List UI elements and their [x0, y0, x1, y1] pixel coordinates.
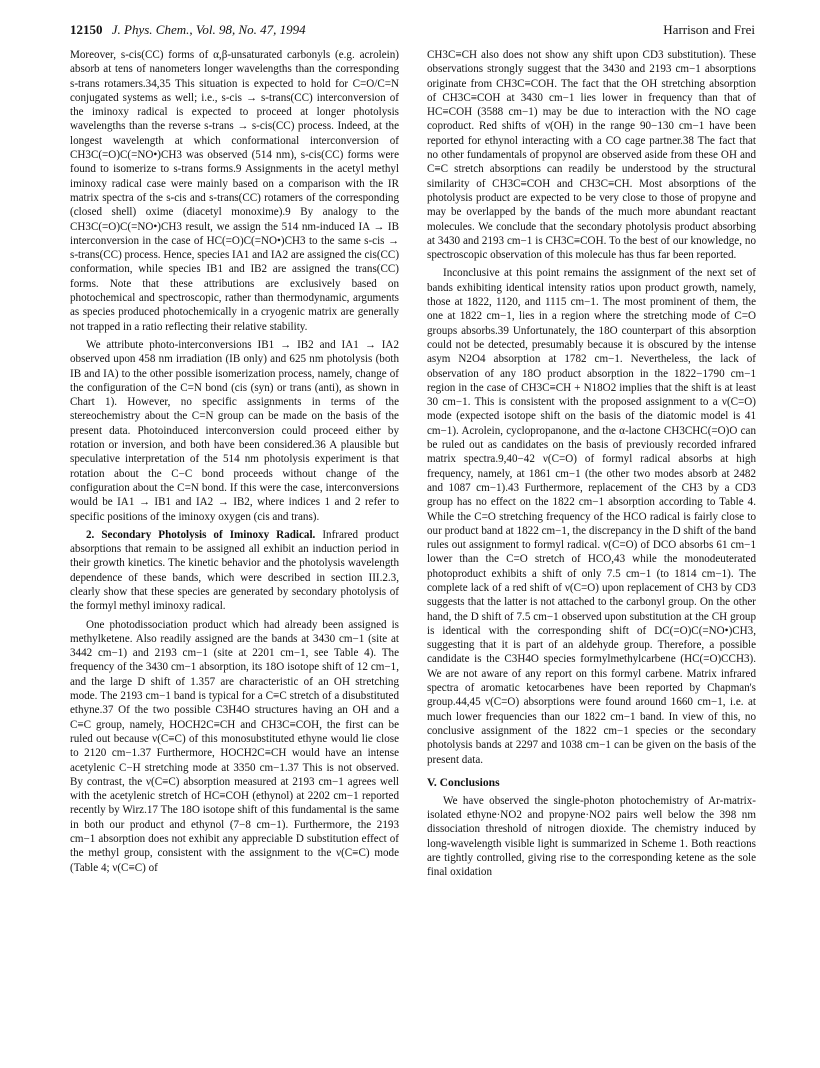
- page-number: 12150: [70, 22, 103, 37]
- left-column: [70, 48, 399, 875]
- paragraph: CH3C≡CH also does not show any shift upon CD3 substitution). These observations strongly suggest that the 3430 and 2193 cm−1 absorptions originate from CH3C≡COH. The fact that the OH stretching absorption of CH3C≡COH at 3430 cm−1 lies lower in frequency than that of HC≡COH (3588 cm−1) may be due to interaction with the NO cage coproduct. Red shifts of ν(OH) in the range 90−130 cm−1 have been reported for ethynol interacting with a CO cage partner.38 The fact that no other fundamentals of propynol are observed aside from these OH and C≡C stretch absorptions can readily be understood by the structural similarity of CH3C≡COH and CH3C≡CH. Most absorptions of the photolysis product are expected to be very close to those of propyne and may be overlapped by the bands of the much more abundant reactant molecules. We conclude that the secondary photolysis product absorbing at 3430 and 2193 cm−1 is CH3C≡COH. To the best of our knowledge, no spectroscopic observation of this molecule has thus far been reported.: [427, 49, 756, 262]
- paragraph: We attribute photo-interconversions IB1 → IB2 and IA1 → IA2 observed upon 458 nm irradiation (IB only) and 625 nm photolysis (both IB and IA) to the other possible isomerization process, namely, change of the configuration of the C=N bond (cis (syn) or trans (anti), as shown in Chart 1). However, no specific assignments in terms of the stereochemistry about the C=N group can be made on the basis of the present data. Photoinduced interconversion could proceed either by rotation or inversion, and both have been considered.36 A plausible but speculative interpretation of the 514 nm photolysis experiment is that rotation about the C−C bond proceeds without change of the configuration about the C=N bond. If this were the case, interconversions would be IA1 → IB1 and IA2 → IB2, where indices 1 and 2 refer to specific positions of the iminoxy oxygen (cis and trans).: [70, 338, 399, 523]
- running-authors: Harrison and Frei: [663, 22, 755, 37]
- paragraph-text: Infrared product absorptions that remain to be assigned all exhibit an induction period in their growth kinetics. The kinetic behavior and the photolysis wavelength dependence of these bands, which were described in section III.2.3, clearly show that these species are generated by secondary photolysis of the formyl methyl iminoxy radical.: [70, 528, 399, 613]
- paragraph: [70, 528, 399, 614]
- paragraph: One photodissociation product which had already been assigned is methylketene. Also readily assigned are the bands at 3430 cm−1 (site at 3442 cm−1) and 2193 cm−1 (site at 2201 cm−1, see Table 4). The frequency of the 3430 cm−1 absorption, its 18O isotope shift of 12 cm−1, and the large D shift of 1.357 are characteristic of an OH stretching mode. The 2193 cm−1 band is typical for a C≡C stretch of a disubstituted ethyne.37 Of the two possible C3H4O structures having an OH and a C≡C group, namely, HOCH2C≡CH and CH3C≡COH, the first can be ruled out because ν(C≡C) of this monosubstituted ethyne would lie close to 2120 cm−1.37 Furthermore, HOCH2C≡CH would have an intense acetylenic C−H stretching mode at 3350 cm−1.37 This is not observed. By contrast, the ν(C≡C) absorption measured at 2193 cm−1 agrees well with the acetylenic stretch of HC≡COH (ethynol) at 2202 cm−1 reported recently by Wirz.17 The 18O isotope shift of this fundamental is the same in both our product and ethynol (7−8 cm−1). Furthermore, the 2193 cm−1 absorption does not exhibit any appreciable D substitution effect of the methyl group, consistent with the assignment to the ν(C≡C) mode (Table 4; ν(C≡C) of: [70, 618, 399, 874]
- right-column: [427, 48, 756, 880]
- subsection-heading: 2. Secondary Photolysis of Iminoxy Radical.: [86, 528, 316, 541]
- paragraph: Moreover, s-cis(CC) forms of α,β-unsaturated carbonyls (e.g. acrolein) absorb at tens of nanometers longer wavelengths than the corresponding s-trans rotamers.34,35 This situation is expected to hold for C=O/C=N conjugated systems as well; i.e., s-cis → s-trans(CC) interconversion of the iminoxy radical is expected to proceed at longer photolysis wavelengths than the reverse s-trans → s-cis(CC) process. Indeed, at the longest wavelength at which conformational interconversion of CH3C(=O)C(=NO•)CH3 was observed (514 nm), s-cis(CC) forms were found to isomerize to s-trans forms.9 Assignments in the acetyl methyl iminoxy radical case were mainly based on a comparison with the IR matrix spectra of the s-cis and s-trans(CC) rotamers of the corresponding (closed shell) oxime (diacetyl monoxime).9 By analogy to the CH3C(=O)C(=NO•)CH3 result, we assign the 514 nm-induced IA → IB interconversion in the case of HC(=O)C(=NO•)CH3 to the same s-cis → s-trans(CC) process. Hence, species IA1 and IA2 are assigned the cis(CC) conformation, while species IB1 and IB2 are assigned the trans(CC) forms. Note that these attributions are exclusively based on photochemical and spectroscopic, rather than thermodynamic, arguments as species produced photochemically in a cryogenic matrix are generally not trapped in a ratio reflecting their relative stability.: [70, 49, 400, 333]
- running-header: [70, 20, 755, 40]
- paragraph: Inconclusive at this point remains the assignment of the next set of bands exhibiting identical intensity ratios upon product growth, namely, those at 1822, 1120, and 1115 cm−1. The most prominent of them, the one at 1822 cm−1, lies in a region where the stretching mode of C=O groups absorbs.39 Unfortunately, the 18O counterpart of this absorption could not be detected, presumably because it is obscured by the intense asym N2O4 absorption at 1782 cm−1. Nevertheless, the lack of observation of any 18O product absorption in the 1822−1790 cm−1 region in the case of CH3C≡CH + N18O2 implies that the shift is at least 30 cm−1. This is consistent with the proposed assignment to a ν(C=O) mode (expected isotope shift on the basis of the diatomic model is 41 cm−1). Acrolein, cyclopropanone, and the α-lactone CH3CHC(=O)O can be ruled out as candidates on the basis of previously recorded infrared matrix spectra.9,40−42 ν(C=O) of formyl radical absorbs at high frequency, namely, at 1861 cm−1 (the other two modes absorb at 2482 and 1087 cm−1).43 Furthermore, replacement of the CH3 by a CD3 group has no effect on the 1822 cm−1 absorption according to Table 4. While the C=O stretching frequency of the HCO radical is fairly close to our product band at 1822 cm−1, the discrepancy in the D shift of the band rules out assignment to formyl radical. ν(C=O) of DCO absorbs 61 cm−1 lower than the C=O stretch of HCO,43 while the monodeuterated photoproduct exhibits a shift of only 7.5 cm−1 (to 1814 cm−1). The complete lack of a red shift of ν(C=O) upon replacement of CH3 by CD3 suggests that the latter is not attached to the carbonyl group. On the other hand, the D shift of 7.5 cm−1 observed upon substitution at the CH group is identical with the corresponding shift of DC(=O)C(=NO•)CH3, suggesting that it is part of an aldehyde group. Therefore, a possible candidate is the C3H4O species formylmethylcarbene (HC(=O)CCH3). We are not aware of any report on this formyl carbene. Matrix infrared spectra of aromatic ketocarbenes have been reported by Chapman's group.44,45 ν(C=O) absorptions were found around 1660 cm−1, i.e. at much lower frequencies than our 1822 cm−1 band. In view of this, no conclusive assignment of the 1822 cm−1 species or the secondary photolysis bands at 2297 and 1038 cm−1 can be given on the basis of the present data.: [427, 267, 756, 766]
- section-heading: V. Conclusions: [427, 775, 500, 789]
- paragraph: We have observed the single-photon photochemistry of Ar-matrix-isolated ethyne·NO2 and propyne·NO2 pairs well below the 398 nm dissociation threshold of nitrogen dioxide. The chemistry induced by long-wavelength visible light is summarized in Scheme 1. Both reactions are tightly controlled, giving rise to the corresponding ketene as the sole final oxidation: [427, 794, 756, 879]
- journal-citation: J. Phys. Chem., Vol. 98, No. 47, 1994: [111, 22, 306, 37]
